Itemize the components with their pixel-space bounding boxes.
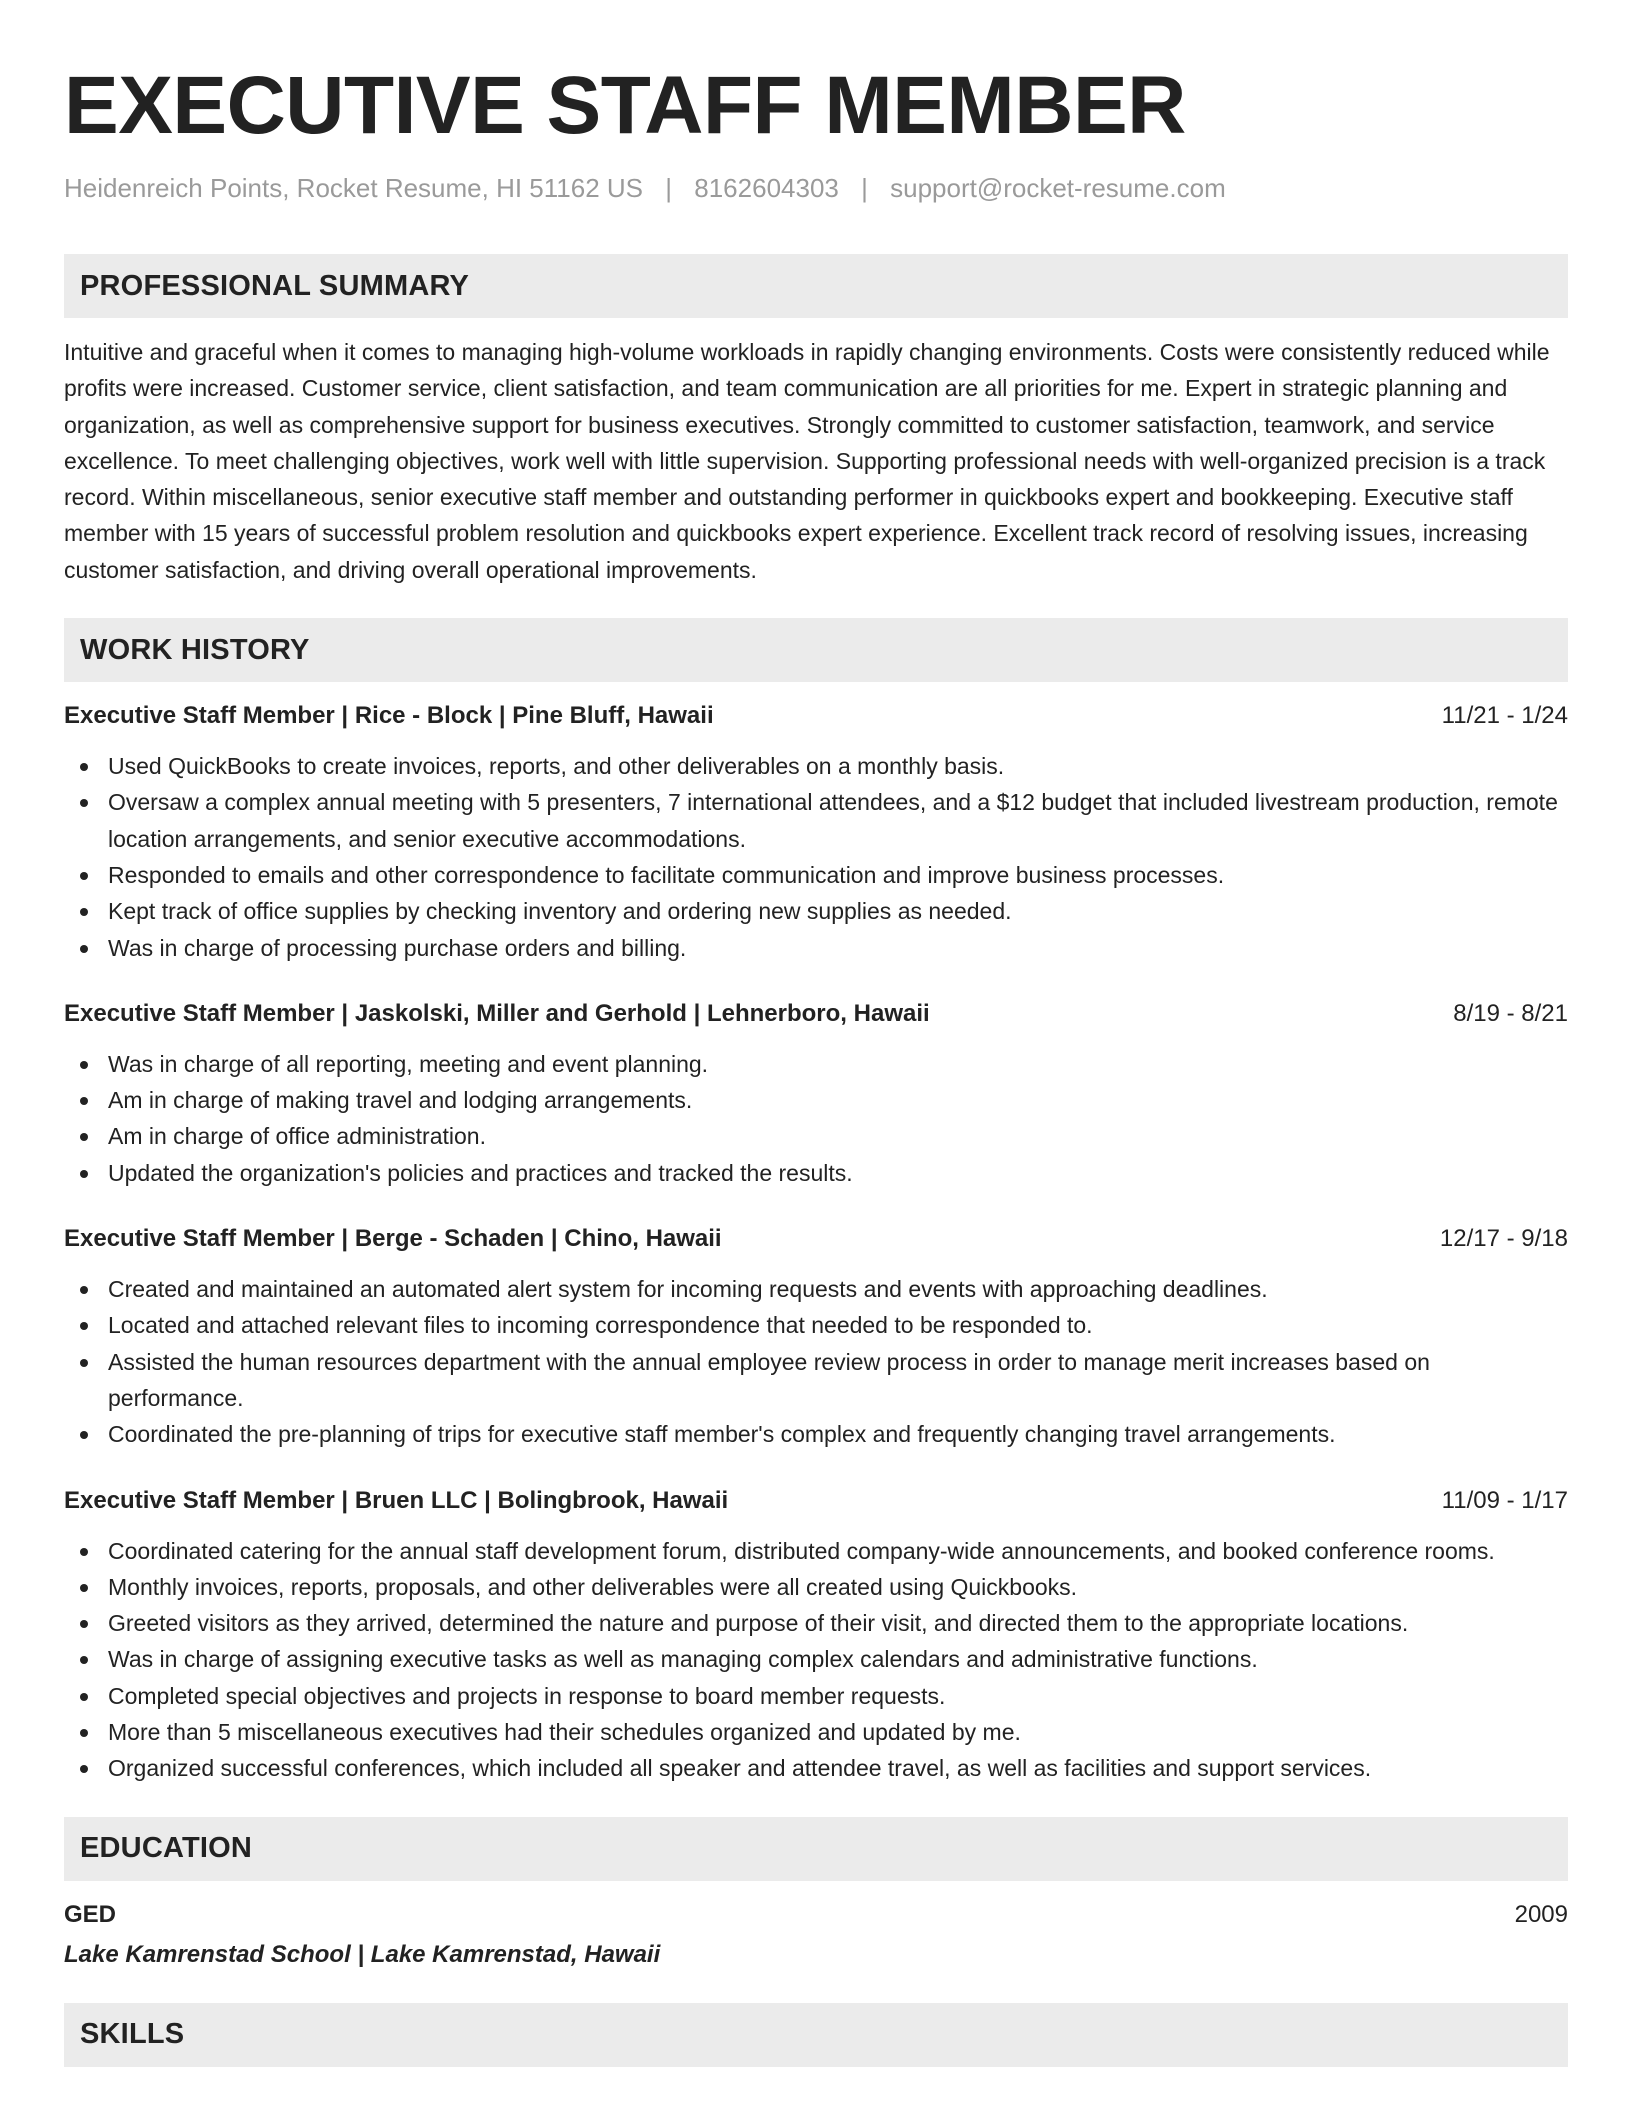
job-bullet: Coordinated the pre-planning of trips for executive staff member's complex and frequently changing travel arrangements. [64, 1416, 1568, 1452]
job-header [64, 1221, 1568, 1257]
job-bullet-list [64, 1271, 1568, 1452]
section-header-work-history [64, 618, 1568, 682]
job-header [64, 996, 1568, 1032]
job-entry [64, 996, 1568, 1191]
section-header-summary [64, 254, 1568, 318]
job-bullet: Kept track of office supplies by checking inventory and ordering new supplies as needed. [64, 893, 1568, 929]
job-dates: 12/17 - 9/18 [1439, 1225, 1568, 1253]
job-bullet: Updated the organization's policies and practices and tracked the results. [64, 1155, 1568, 1191]
education-school: Lake Kamrenstad School | Lake Kamrenstad, Hawaii [64, 1940, 661, 1968]
job-entry [64, 698, 1568, 966]
job-bullet: Completed special objectives and projects in response to board member requests. [64, 1678, 1568, 1714]
contact-address: Heidenreich Points, Rocket Resume, HI 51162 US [64, 173, 644, 203]
education-entry [64, 1897, 1568, 1933]
section-title: EDUCATION [80, 1832, 253, 1865]
job-bullet: Responded to emails and other correspondence to facilitate communication and improve business processes. [64, 857, 1568, 893]
job-bullet: Was in charge of all reporting, meeting and event planning. [64, 1046, 1568, 1082]
job-bullet-list [64, 1533, 1568, 1787]
job-entry [64, 1483, 1568, 1787]
contact-separator: | [665, 173, 673, 203]
summary-text: Intuitive and graceful when it comes to managing high-volume workloads in rapidly changing environments. Costs were consistently reduced while profits were increased. Customer service, client satisfaction, and team communication are all priorities for me. Expert in strategic planning and organization, as well as comprehensive support for business executives. Strongly committed to customer satisfaction, teamwork, and service excellence. To meet challenging objectives, work well with little supervision. Supporting professional needs with well-organized precision is a track record. Within miscellaneous, senior executive staff member and outstanding performer in quickbooks expert and bookkeeping. Executive staff member with 15 years of successful problem resolution and quickbooks expert experience. Excellent track record of resolving issues, increasing customer satisfaction, and driving overall operational improvements. [64, 339, 1550, 583]
education-degree: GED [64, 1900, 117, 1928]
job-bullet: Was in charge of assigning executive tasks as well as managing complex calendars and administrative functions. [64, 1641, 1568, 1677]
section-header-education [64, 1817, 1568, 1881]
education-year: 2009 [1514, 1900, 1568, 1928]
job-dates: 8/19 - 8/21 [1453, 999, 1568, 1027]
job-title: Executive Staff Member | Rice - Block | Pine Bluff, Hawaii [64, 702, 714, 730]
job-bullet: Was in charge of processing purchase orders and billing. [64, 930, 1568, 966]
job-bullet: Oversaw a complex annual meeting with 5 presenters, 7 international attendees, and a $12 budget that included livestream production, remote location arrangements, and senior executive accommodations. [64, 784, 1568, 857]
job-bullet: Assisted the human resources department with the annual employee review process in order to manage merit increases based on performance. [64, 1344, 1568, 1417]
section-title: WORK HISTORY [80, 633, 310, 666]
job-bullet: Am in charge of making travel and lodging arrangements. [64, 1082, 1568, 1118]
section-title: PROFESSIONAL SUMMARY [80, 269, 470, 302]
contact-line [64, 170, 1568, 206]
job-header [64, 1483, 1568, 1519]
job-bullet-list [64, 1046, 1568, 1191]
job-dates: 11/09 - 1/17 [1441, 1486, 1568, 1514]
job-title: Executive Staff Member | Berge - Schaden | Chino, Hawaii [64, 1225, 722, 1253]
job-entry [64, 1221, 1568, 1452]
job-bullet: Used QuickBooks to create invoices, reports, and other deliverables on a monthly basis. [64, 748, 1568, 784]
job-title: Executive Staff Member | Jaskolski, Miller and Gerhold | Lehnerboro, Hawaii [64, 999, 930, 1027]
contact-phone: 8162604303 [694, 173, 839, 203]
job-bullet: Created and maintained an automated alert system for incoming requests and events with approaching deadlines. [64, 1271, 1568, 1307]
job-bullet: More than 5 miscellaneous executives had their schedules organized and updated by me. [64, 1714, 1568, 1750]
job-title: Executive Staff Member | Bruen LLC | Bolingbrook, Hawaii [64, 1486, 729, 1514]
job-dates: 11/21 - 1/24 [1441, 702, 1568, 730]
job-bullet: Am in charge of office administration. [64, 1118, 1568, 1154]
job-bullet: Monthly invoices, reports, proposals, and other deliverables were all created using Quickbooks. [64, 1569, 1568, 1605]
resume-name: EXECUTIVE STAFF MEMBER [64, 60, 1186, 151]
job-bullet: Located and attached relevant files to incoming correspondence that needed to be responded to. [64, 1307, 1568, 1343]
job-header [64, 698, 1568, 734]
job-bullet: Coordinated catering for the annual staff development forum, distributed company-wide announcements, and booked conference rooms. [64, 1533, 1568, 1569]
job-bullet: Greeted visitors as they arrived, determined the nature and purpose of their visit, and directed them to the appropriate locations. [64, 1605, 1568, 1641]
section-header-skills [64, 2003, 1568, 2067]
section-title: SKILLS [80, 2018, 185, 2051]
job-bullet-list [64, 748, 1568, 966]
job-bullet: Organized successful conferences, which included all speaker and attendee travel, as well as facilities and support services. [64, 1750, 1568, 1786]
contact-email: support@rocket-resume.com [890, 173, 1226, 203]
contact-separator: | [861, 173, 868, 203]
work-history-list [64, 698, 1568, 1787]
